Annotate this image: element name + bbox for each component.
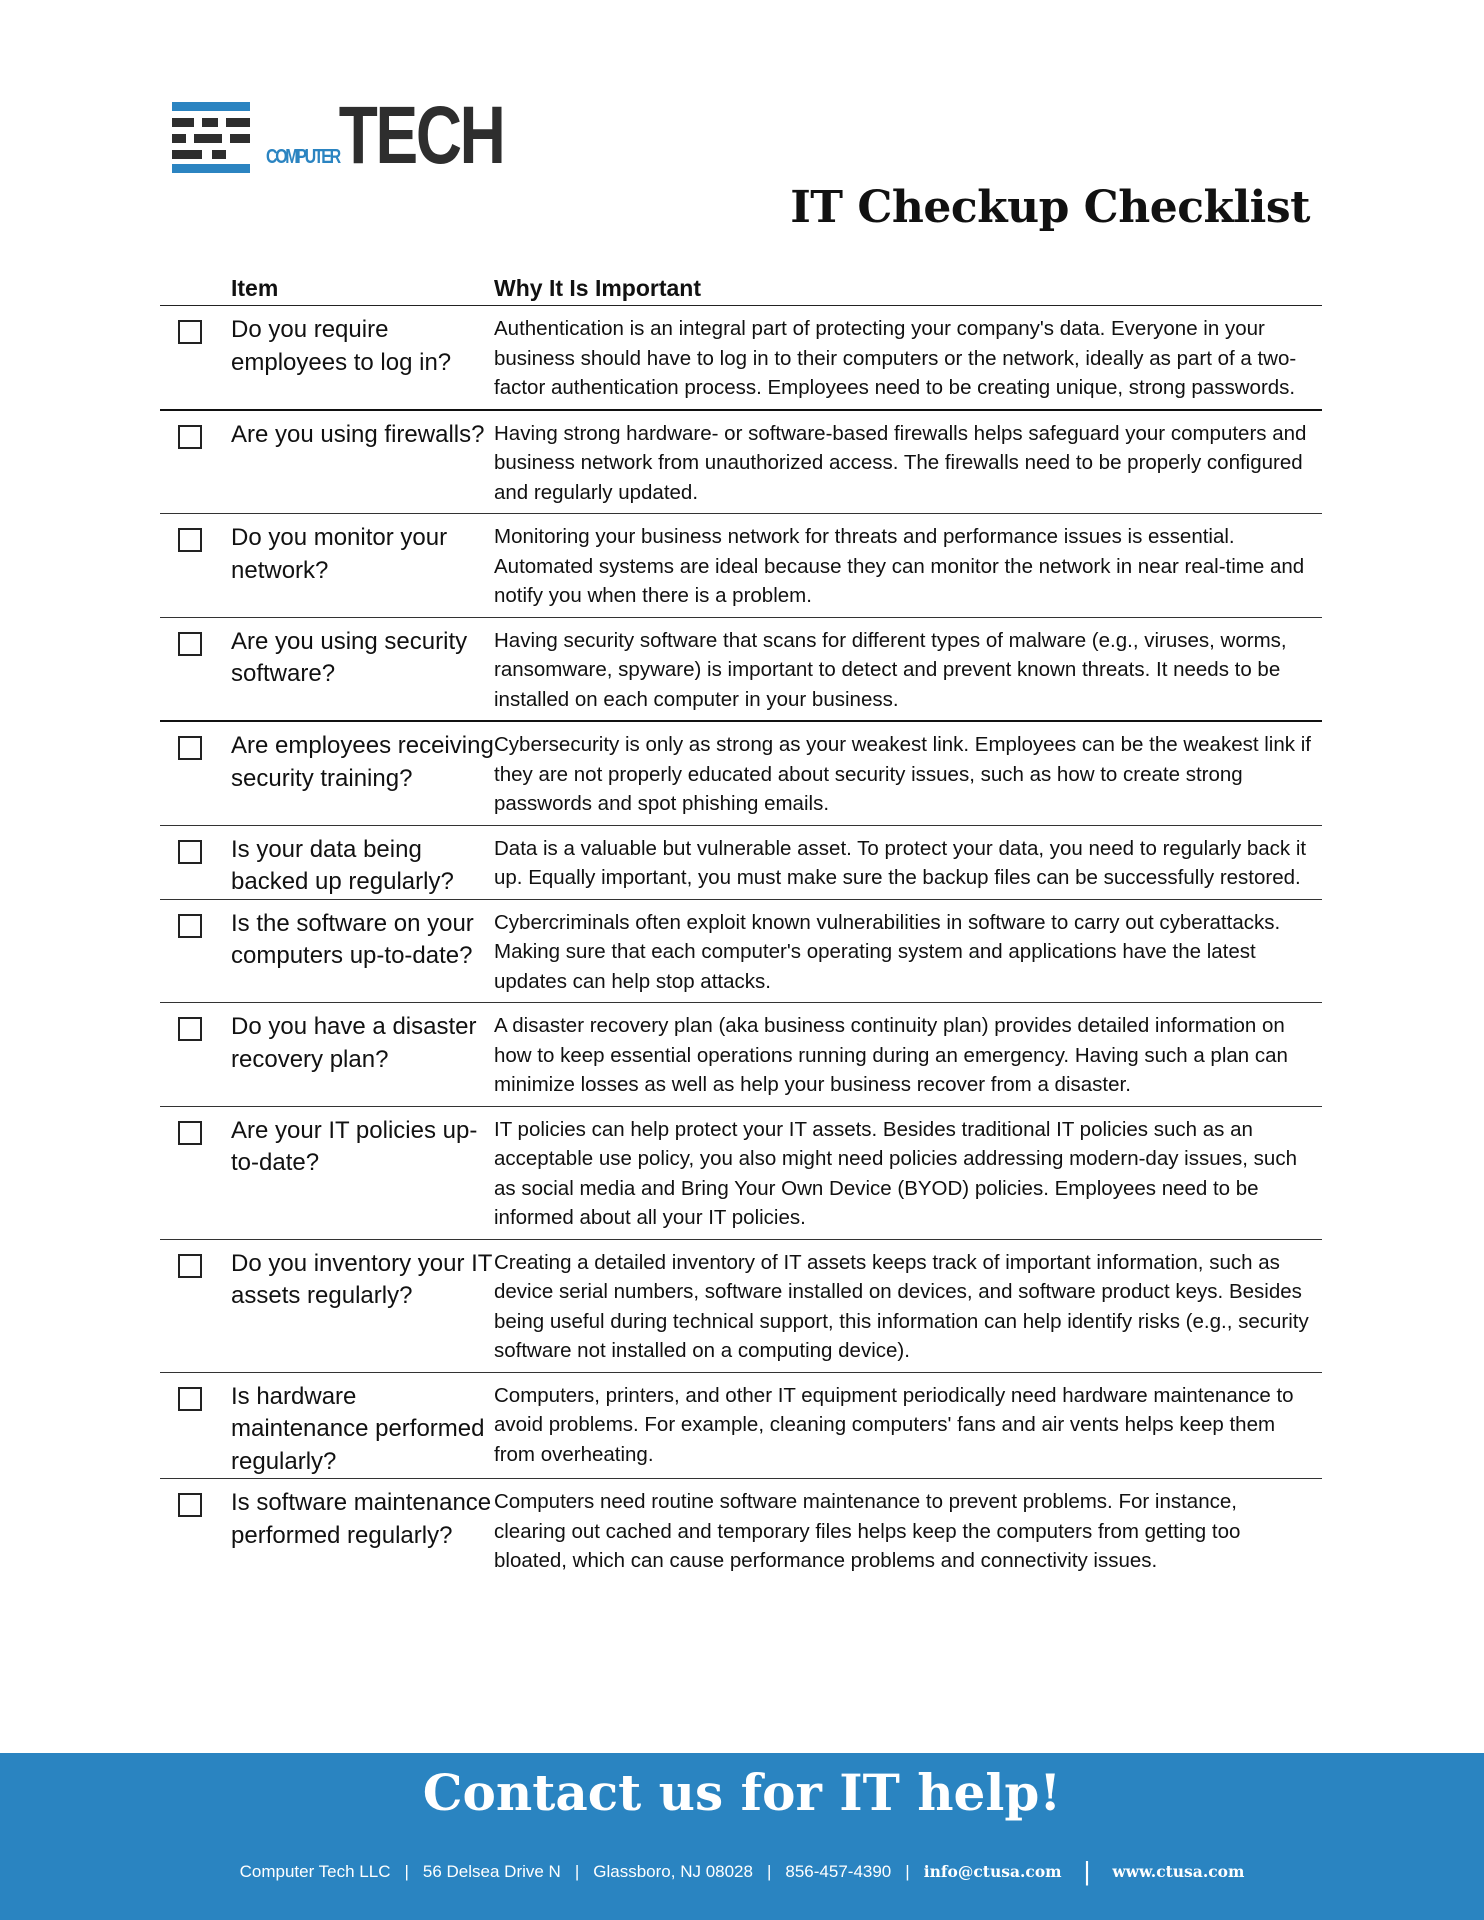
- checklist-table: [160, 270, 1322, 1582]
- company-logo: [172, 90, 571, 181]
- row-why: Computers need routine software maintenance to prevent problems. For instance, clearing out cached and temporary files helps keep the computers from getting too bloated, which can cause performance problems and connectivity issues.: [494, 1490, 1241, 1572]
- row-item: Do you monitor your network?: [231, 524, 448, 584]
- row-item: Are you using firewalls?: [231, 420, 485, 448]
- row-item: Do you require employees to log in?: [231, 316, 452, 376]
- table-row: [160, 1107, 1322, 1240]
- contact-footer: [0, 1753, 1484, 1920]
- checkbox[interactable]: [178, 1387, 202, 1411]
- footer-email-link[interactable]: info@ctusa.com: [923, 1862, 1062, 1881]
- checkbox[interactable]: [178, 320, 202, 344]
- row-item: Are employees receiving security training?: [231, 732, 494, 792]
- separator: |: [905, 1862, 910, 1881]
- column-header-item: Item: [231, 275, 279, 301]
- logo-mark-icon: [172, 98, 250, 174]
- checkbox[interactable]: [178, 840, 202, 864]
- logo-text-secondary: TECH: [338, 90, 504, 181]
- separator: |: [1083, 1856, 1091, 1886]
- checkbox[interactable]: [178, 736, 202, 760]
- footer-phone[interactable]: 856-457-4390: [785, 1862, 892, 1881]
- row-item: Are you using security software?: [231, 627, 468, 687]
- table-header: [160, 270, 1322, 306]
- table-row: [160, 306, 1322, 411]
- row-why: Data is a valuable but vulnerable asset. To protect your data, you need to regularly back it up. Equally important, you must make sure the backup files can be successfully restored.: [494, 836, 1307, 889]
- row-item: Is software maintenance performed regularly?: [231, 1489, 492, 1549]
- table-row: [160, 411, 1322, 515]
- logo-wordmark: [266, 90, 504, 181]
- row-item: Do you have a disaster recovery plan?: [231, 1013, 477, 1073]
- row-why: A disaster recovery plan (aka business continuity plan) provides detailed information on how to keep essential operations running during an emergency. Having such a plan can minimize losses as well as help your business recover from a disaster.: [494, 1014, 1288, 1096]
- row-item: Do you inventory your IT assets regularly?: [231, 1249, 493, 1309]
- row-why: Cybersecurity is only as strong as your weakest link. Employees can be the weakest link if they are not properly educated about security issues, such as how to create strong passwords and spot phishing emails.: [494, 733, 1311, 815]
- row-why: Cybercriminals often exploit known vulnerabilities in software to carry out cyberattacks. Making sure that each computer's operating system and applications have the latest updates can help stop attacks.: [494, 910, 1281, 993]
- table-row: [160, 618, 1322, 723]
- row-item: Are your IT policies up-to-date?: [231, 1116, 478, 1176]
- table-row: [160, 514, 1322, 618]
- page-title: IT Checkup Checklist: [790, 182, 1310, 233]
- footer-website-link[interactable]: www.ctusa.com: [1112, 1862, 1245, 1881]
- table-row: [160, 1003, 1322, 1107]
- checkbox[interactable]: [178, 1254, 202, 1278]
- checkbox[interactable]: [178, 1121, 202, 1145]
- checkbox[interactable]: [178, 914, 202, 938]
- logo-text-primary: COMPUTER: [266, 145, 339, 168]
- row-item: Is the software on your computers up-to-date?: [231, 909, 474, 969]
- checkbox[interactable]: [178, 528, 202, 552]
- footer-city: Glassboro, NJ 08028: [593, 1862, 753, 1881]
- row-why: IT policies can help protect your IT assets. Besides traditional IT policies such as an acceptable use policy, you also might need policies addressing modern-day issues, such as social media and Bring Your Own Device (BYOD) policies. Employees need to be informed about all your IT policies.: [494, 1117, 1297, 1229]
- separator: |: [766, 1862, 772, 1881]
- table-row: [160, 1479, 1322, 1582]
- checkbox[interactable]: [178, 1017, 202, 1041]
- table-row: [160, 1240, 1322, 1373]
- footer-company: Computer Tech LLC: [239, 1862, 391, 1881]
- checklist-rows: [160, 306, 1322, 1582]
- row-item: Is your data being backed up regularly?: [231, 835, 454, 895]
- footer-contact-line: [0, 1856, 1484, 1887]
- table-row: [160, 1373, 1322, 1480]
- row-why: Monitoring your business network for threats and performance issues is essential. Automated systems are ideal because they can monitor the network in near real-time and notify you when there is a problem.: [494, 525, 1305, 607]
- column-header-why: Why It Is Important: [494, 275, 701, 301]
- separator: |: [574, 1862, 580, 1881]
- footer-address: 56 Delsea Drive N: [422, 1862, 561, 1881]
- checkbox[interactable]: [178, 632, 202, 656]
- checkbox[interactable]: [178, 425, 202, 449]
- row-why: Having security software that scans for different types of malware (e.g., viruses, worms, ransomware, spyware) is important to detect and prevent known threats. It needs to be installed on each computer in your business.: [494, 628, 1287, 711]
- checkbox[interactable]: [178, 1493, 202, 1517]
- row-why: Computers, printers, and other IT equipment periodically need hardware maintenance to avoid problems. For example, cleaning computers' fans and air vents helps keep them from overheating.: [494, 1383, 1294, 1466]
- footer-title: Contact us for IT help!: [422, 1763, 1062, 1822]
- row-why: Authentication is an integral part of protecting your company's data. Everyone in your business should have to log in to their computers or the network, ideally as part of a two-factor authentication process. Employees need to be creating unique, strong passwords.: [494, 317, 1297, 399]
- table-row: [160, 900, 1322, 1004]
- row-why: Having strong hardware- or software-based firewalls helps safeguard your computers and business network from unauthorized access. The firewalls need to be properly configured and regularly updated.: [494, 421, 1307, 504]
- separator: |: [404, 1862, 409, 1881]
- table-row: [160, 722, 1322, 826]
- table-row: [160, 826, 1322, 900]
- row-item: Is hardware maintenance performed regularly?: [231, 1382, 485, 1475]
- row-why: Creating a detailed inventory of IT assets keeps track of important information, such as device serial numbers, software installed on devices, and software product keys. Besides being useful during technical support, this information can help identify risks (e.g., security software not installed on a computing device).: [494, 1250, 1309, 1362]
